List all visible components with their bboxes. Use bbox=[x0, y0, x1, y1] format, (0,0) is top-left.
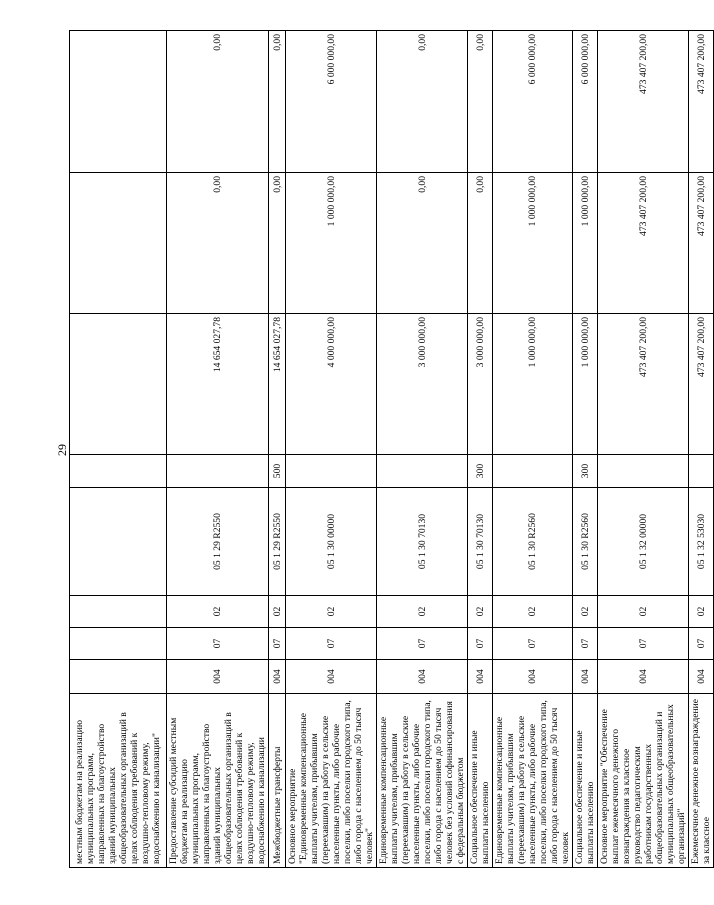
row-name: Единовременные компенсационные выплаты учителям, прибывшим (переехавшим) на работу в сельские населенные пункты, либо рабочие поселки, либо поселки городского типа, либо города с населением до 50 тысяч человек без условий софинансирования с федеральным бюджетом bbox=[377, 694, 468, 868]
section-code: 07 bbox=[286, 628, 377, 660]
expense-type: 300 bbox=[573, 455, 598, 488]
target-article: 05 1 29 R2550 bbox=[167, 488, 269, 596]
row-name: Ежемесячное денежное вознаграждение за классное bbox=[689, 694, 714, 868]
ministry-code: 004 bbox=[598, 660, 689, 694]
sum-year-2: 1 000 000,00 bbox=[573, 173, 598, 314]
expense-type: 300 bbox=[468, 455, 493, 488]
sum-year-1: 4 000 000,00 bbox=[286, 314, 377, 455]
sum-year-3: 6 000 000,00 bbox=[573, 31, 598, 173]
budget-table bbox=[69, 30, 714, 868]
subsection-code: 02 bbox=[468, 596, 493, 628]
sum-year-1: 473 407 200,00 bbox=[598, 314, 689, 455]
row-name: Межбюджетные трансферты bbox=[269, 694, 286, 868]
target-article: 05 1 29 R2550 bbox=[269, 488, 286, 596]
sum-year-2: 1 000 000,00 bbox=[493, 173, 573, 314]
table-row bbox=[573, 31, 598, 868]
sum-year-1: 1 000 000,00 bbox=[573, 314, 598, 455]
ministry-code: 004 bbox=[167, 660, 269, 694]
table-row bbox=[493, 31, 573, 868]
section-code: 07 bbox=[167, 628, 269, 660]
table-row bbox=[598, 31, 689, 868]
sum-year-3: 6 000 000,00 bbox=[286, 31, 377, 173]
expense-type bbox=[377, 455, 468, 488]
target-article: 05 1 30 70130 bbox=[377, 488, 468, 596]
row-name: местным бюджетам на реализацию муниципальных программ, направленных на благоустройство зданий муниципальных общеобразовательных организаций в целях соблюдения требований к воздушно-тепловому режиму, водоснабжению и канализации" bbox=[70, 694, 167, 868]
sum-year-3: 0,00 bbox=[167, 31, 269, 173]
expense-type bbox=[167, 455, 269, 488]
sum-year-3 bbox=[70, 31, 167, 173]
table-row bbox=[167, 31, 269, 868]
table-row bbox=[70, 31, 167, 868]
subsection-code bbox=[70, 596, 167, 628]
sum-year-1: 14 654 027,78 bbox=[167, 314, 269, 455]
sum-year-1: 473 407 200,00 bbox=[689, 314, 714, 455]
ministry-code: 004 bbox=[689, 660, 714, 694]
subsection-code: 02 bbox=[573, 596, 598, 628]
row-name: Социальное обеспечение и иные выплаты населению bbox=[573, 694, 598, 868]
subsection-code: 02 bbox=[286, 596, 377, 628]
ministry-code: 004 bbox=[377, 660, 468, 694]
sum-year-3: 0,00 bbox=[269, 31, 286, 173]
row-name: Социальное обеспечение и иные выплаты населению bbox=[468, 694, 493, 868]
section-code: 07 bbox=[377, 628, 468, 660]
sum-year-1: 14 654 027,78 bbox=[269, 314, 286, 455]
row-name: Предоставление субсидий местным бюджетам на реализацию муниципальных программ, направленных на благоустройство зданий муниципальных общеобразовательных организаций в целях соблюдения требований к воздушно-тепловому режиму, водоснабжению и канализации bbox=[167, 694, 269, 868]
expense-type bbox=[493, 455, 573, 488]
row-name: Основное мероприятие "Обеспечение выплат ежемесячного денежного вознаграждения за классное руководство педагогическим работникам государственных общеобразовательных организаций и муниципальных общеобразовательных организаций" bbox=[598, 694, 689, 868]
target-article: 05 1 30 00000 bbox=[286, 488, 377, 596]
table-row bbox=[377, 31, 468, 868]
table-row bbox=[286, 31, 377, 868]
ministry-code: 004 bbox=[269, 660, 286, 694]
target-article: 05 1 30 70130 bbox=[468, 488, 493, 596]
section-code: 07 bbox=[689, 628, 714, 660]
table-row bbox=[689, 31, 714, 868]
sum-year-3: 473 407 200,00 bbox=[689, 31, 714, 173]
sum-year-1 bbox=[70, 314, 167, 455]
section-code: 07 bbox=[493, 628, 573, 660]
subsection-code: 02 bbox=[167, 596, 269, 628]
sum-year-1: 3 000 000,00 bbox=[468, 314, 493, 455]
sum-year-1: 1 000 000,00 bbox=[493, 314, 573, 455]
target-article bbox=[70, 488, 167, 596]
ministry-code: 004 bbox=[468, 660, 493, 694]
section-code: 07 bbox=[269, 628, 286, 660]
section-code bbox=[70, 628, 167, 660]
subsection-code: 02 bbox=[377, 596, 468, 628]
sum-year-2: 0,00 bbox=[377, 173, 468, 314]
sum-year-1: 3 000 000,00 bbox=[377, 314, 468, 455]
ministry-code: 004 bbox=[573, 660, 598, 694]
sum-year-3: 0,00 bbox=[377, 31, 468, 173]
section-code: 07 bbox=[468, 628, 493, 660]
expense-type bbox=[286, 455, 377, 488]
expense-type bbox=[689, 455, 714, 488]
target-article: 05 1 32 00000 bbox=[598, 488, 689, 596]
ministry-code: 004 bbox=[286, 660, 377, 694]
target-article: 05 1 30 R2560 bbox=[573, 488, 598, 596]
sum-year-2: 0,00 bbox=[468, 173, 493, 314]
sum-year-2: 473 407 200,00 bbox=[689, 173, 714, 314]
sum-year-2: 0,00 bbox=[269, 173, 286, 314]
subsection-code: 02 bbox=[598, 596, 689, 628]
section-code: 07 bbox=[598, 628, 689, 660]
table-row bbox=[468, 31, 493, 868]
subsection-code: 02 bbox=[689, 596, 714, 628]
sum-year-3: 0,00 bbox=[468, 31, 493, 173]
sum-year-2: 473 407 200,00 bbox=[598, 173, 689, 314]
target-article: 05 1 30 R2560 bbox=[493, 488, 573, 596]
expense-type bbox=[598, 455, 689, 488]
sum-year-3: 6 000 000,00 bbox=[493, 31, 573, 173]
expense-type: 500 bbox=[269, 455, 286, 488]
row-name: Единовременные компенсационные выплаты учителям, прибывшим (переехавшим) на работу в сельские населенные пункты, либо рабочие поселки, либо поселки городского типа, либо города с населением до 50 тысяч человек bbox=[493, 694, 573, 868]
target-article: 05 1 32 53030 bbox=[689, 488, 714, 596]
sum-year-2: 1 000 000,00 bbox=[286, 173, 377, 314]
ministry-code bbox=[70, 660, 167, 694]
subsection-code: 02 bbox=[269, 596, 286, 628]
page-number: 29 bbox=[55, 444, 69, 456]
section-code: 07 bbox=[573, 628, 598, 660]
rotated-table-container bbox=[69, 31, 712, 868]
row-name: Основное мероприятие "Единовременные компенсационные выплаты учителям, прибывшим (переехавшим) на работу в сельские населенные пункты, либо рабочие поселки, либо поселки городского типа, либо города с населением до 50 тысяч человек" bbox=[286, 694, 377, 868]
table-row bbox=[269, 31, 286, 868]
ministry-code: 004 bbox=[493, 660, 573, 694]
expense-type bbox=[70, 455, 167, 488]
sum-year-3: 473 407 200,00 bbox=[598, 31, 689, 173]
subsection-code: 02 bbox=[493, 596, 573, 628]
sum-year-2 bbox=[70, 173, 167, 314]
sum-year-2: 0,00 bbox=[167, 173, 269, 314]
